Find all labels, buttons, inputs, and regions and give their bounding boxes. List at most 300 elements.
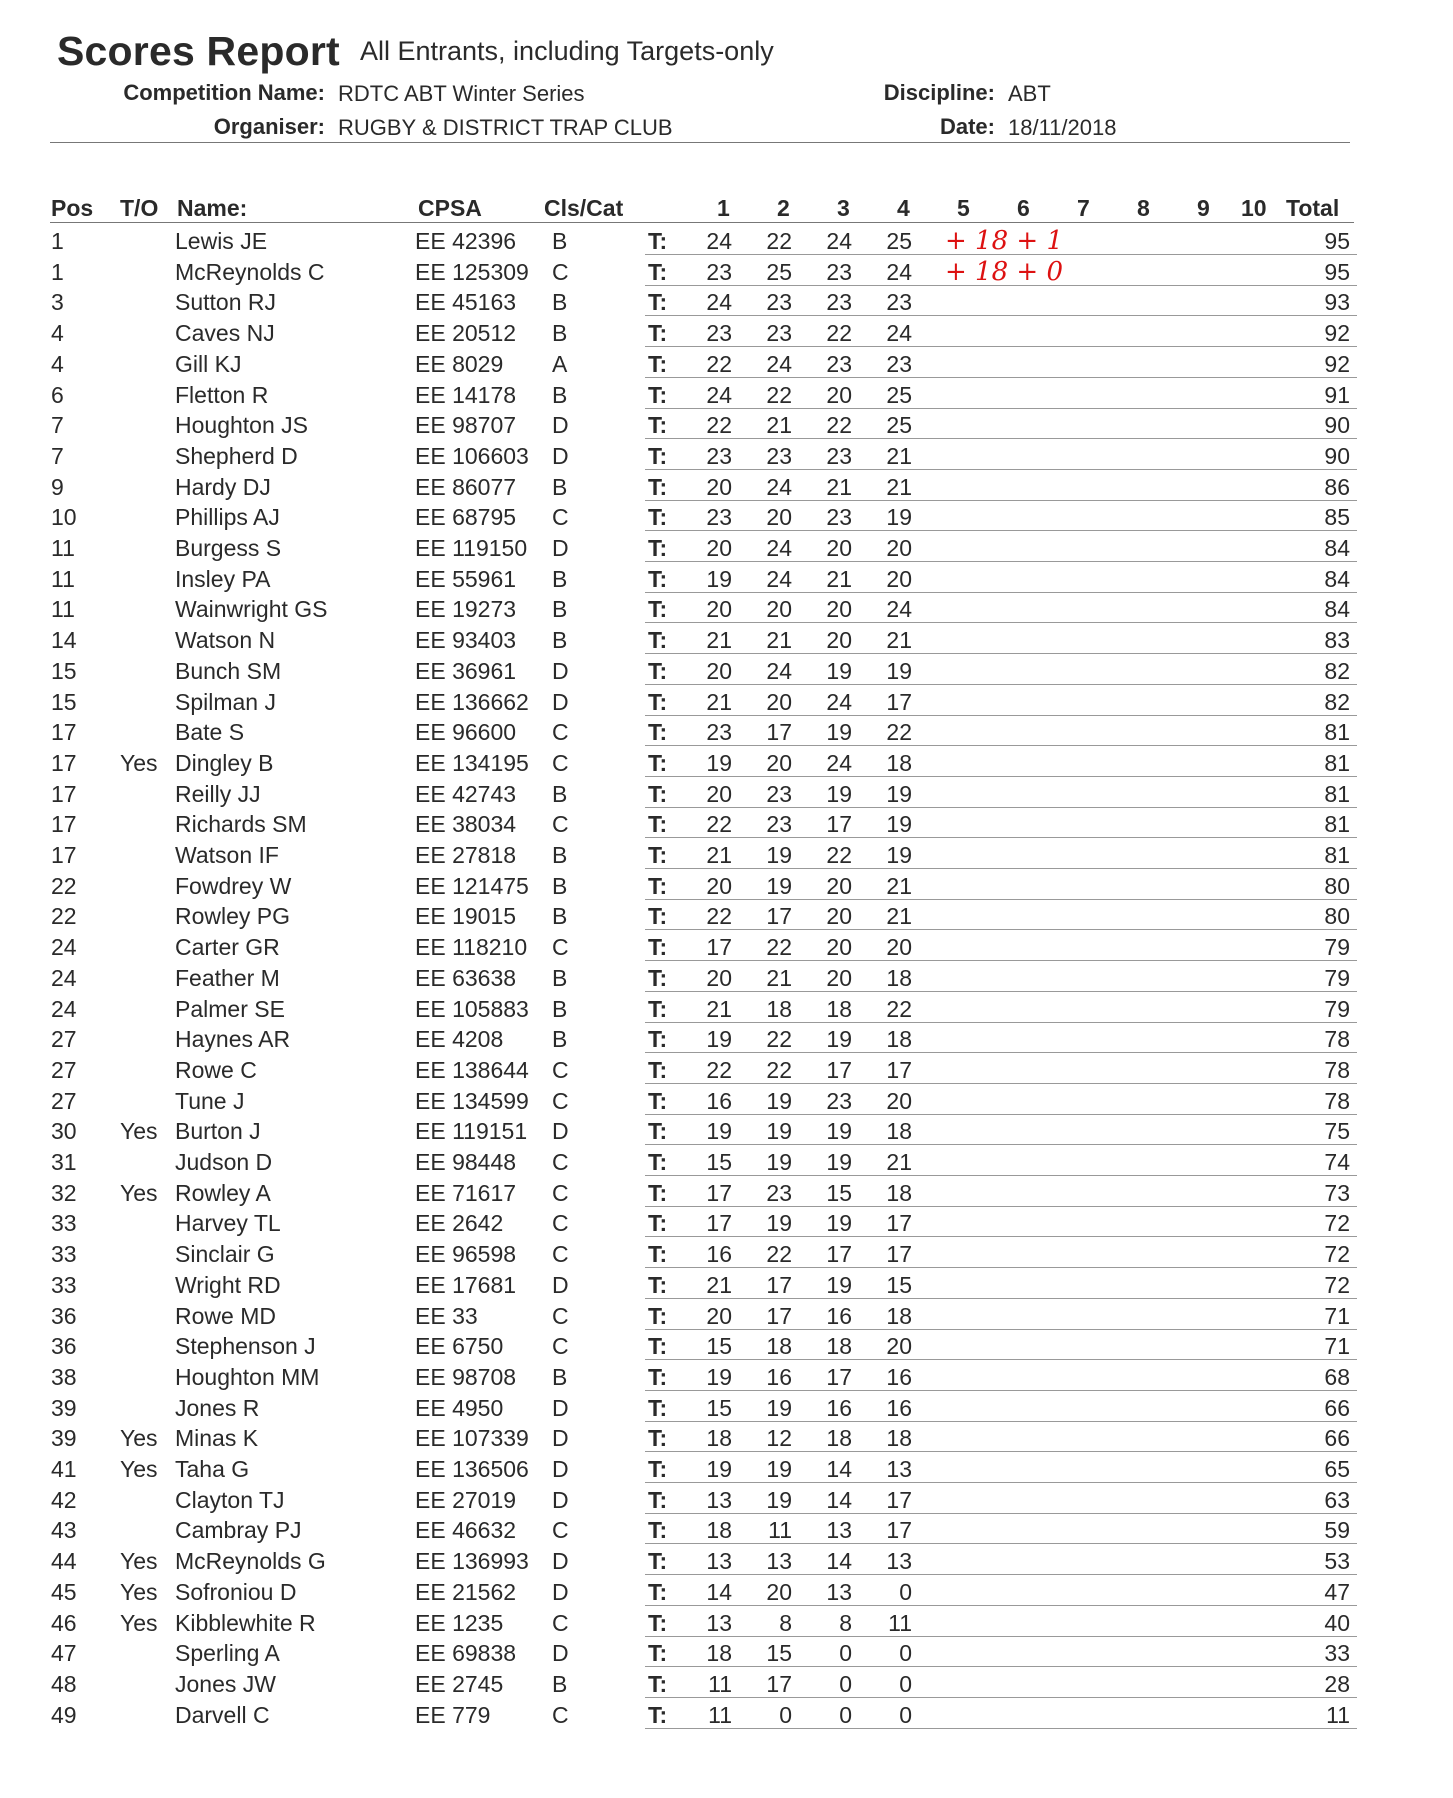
round3-score: 19 xyxy=(826,1026,852,1053)
total-cell: 81 xyxy=(1324,719,1350,746)
round1-score: 16 xyxy=(706,1241,732,1268)
name-cell: Rowley PG xyxy=(175,903,291,930)
pos-cell: 15 xyxy=(51,657,77,684)
total-cell: 83 xyxy=(1324,627,1350,654)
cpsa-cell: EE 17681 xyxy=(415,1271,517,1298)
name-cell: Wainwright GS xyxy=(175,596,328,623)
round4-score: 23 xyxy=(886,350,912,377)
targets-marker: T: xyxy=(648,1179,668,1206)
cls-cell: D xyxy=(552,657,569,684)
round3-score: 20 xyxy=(826,381,852,408)
round4-score: 17 xyxy=(886,1241,912,1268)
total-cell: 86 xyxy=(1324,473,1350,500)
round2-score: 21 xyxy=(766,627,792,654)
round1-score: 24 xyxy=(706,289,732,316)
table-row xyxy=(0,317,1453,348)
cpsa-cell: EE 6750 xyxy=(415,1333,504,1360)
pos-cell: 17 xyxy=(51,749,77,776)
cls-cell: C xyxy=(552,1701,569,1728)
round3-score: 20 xyxy=(826,934,852,961)
targets-marker: T: xyxy=(648,1210,668,1237)
cpsa-cell: EE 138644 xyxy=(415,1056,529,1083)
cpsa-cell: EE 20512 xyxy=(415,320,517,347)
cls-cell: B xyxy=(552,1670,568,1697)
col-round-8: 8 xyxy=(1137,195,1150,221)
round2-score: 22 xyxy=(766,1026,792,1053)
cls-cell: B xyxy=(552,627,568,654)
table-row xyxy=(0,1054,1453,1085)
name-cell: Burgess S xyxy=(175,535,282,561)
table-row xyxy=(0,1422,1453,1453)
targets-marker: T: xyxy=(648,1701,668,1728)
round3-score: 21 xyxy=(826,473,852,500)
row-divider xyxy=(645,1728,1357,1729)
total-cell: 78 xyxy=(1324,1056,1350,1083)
round1-score: 11 xyxy=(708,1701,732,1728)
table-row xyxy=(0,1699,1453,1730)
round1-score: 22 xyxy=(706,811,732,838)
table-row xyxy=(0,256,1453,287)
cpsa-cell: EE 21562 xyxy=(415,1578,517,1605)
round2-score: 17 xyxy=(766,903,792,930)
targets-marker: T: xyxy=(648,442,668,469)
total-cell: 74 xyxy=(1324,1149,1350,1175)
round2-score: 22 xyxy=(766,934,792,961)
total-cell: 78 xyxy=(1324,1026,1350,1053)
round4-score: 23 xyxy=(886,289,912,316)
round2-score: 24 xyxy=(766,535,792,561)
round2-score: 17 xyxy=(766,1302,792,1329)
table-row xyxy=(0,1023,1453,1054)
targets-marker: T: xyxy=(648,964,668,991)
targets-marker: T: xyxy=(648,1609,668,1636)
table-row xyxy=(0,1269,1453,1300)
round1-score: 20 xyxy=(706,1302,732,1329)
round4-score: 21 xyxy=(886,872,912,899)
table-row xyxy=(0,1207,1453,1238)
cpsa-cell: EE 134599 xyxy=(415,1087,529,1114)
total-cell: 92 xyxy=(1324,350,1350,377)
name-cell: Houghton MM xyxy=(175,1363,320,1390)
round1-score: 22 xyxy=(706,903,732,930)
round3-score: 19 xyxy=(826,1118,852,1145)
cpsa-cell: EE 105883 xyxy=(415,995,529,1022)
round4-score: 21 xyxy=(886,473,912,500)
round3-score: 19 xyxy=(826,657,852,684)
name-cell: Feather M xyxy=(175,964,280,991)
round1-score: 20 xyxy=(706,596,732,623)
cpsa-cell: EE 136662 xyxy=(415,688,529,715)
name-cell: Spilman J xyxy=(175,688,276,715)
round2-score: 11 xyxy=(768,1517,792,1544)
total-cell: 85 xyxy=(1324,504,1350,531)
total-cell: 78 xyxy=(1324,1087,1350,1114)
total-cell: 33 xyxy=(1324,1640,1350,1667)
round3-score: 23 xyxy=(826,289,852,316)
cls-cell: B xyxy=(552,1026,568,1053)
cls-cell: C xyxy=(552,934,569,961)
round1-score: 22 xyxy=(706,412,732,439)
name-cell: Kibblewhite R xyxy=(175,1609,316,1636)
round4-score: 15 xyxy=(886,1271,912,1298)
round3-score: 22 xyxy=(826,320,852,347)
name-cell: Harvey TL xyxy=(175,1210,281,1237)
round3-score: 20 xyxy=(826,964,852,991)
round4-score: 0 xyxy=(899,1701,912,1728)
cls-cell: C xyxy=(552,1087,569,1114)
round2-score: 19 xyxy=(766,1149,792,1175)
table-row xyxy=(0,1637,1453,1668)
cpsa-cell: EE 19273 xyxy=(415,596,517,623)
total-cell: 28 xyxy=(1324,1670,1350,1697)
total-cell: 95 xyxy=(1324,228,1350,254)
table-row xyxy=(0,563,1453,594)
round4-score: 20 xyxy=(886,535,912,561)
round2-score: 18 xyxy=(766,995,792,1022)
date-value: 18/11/2018 xyxy=(1008,115,1117,140)
col-round-10: 10 xyxy=(1241,195,1267,221)
cpsa-cell: EE 125309 xyxy=(415,258,529,285)
round2-score: 18 xyxy=(766,1333,792,1360)
total-cell: 81 xyxy=(1324,780,1350,807)
cpsa-cell: EE 27019 xyxy=(415,1486,517,1513)
organiser-label: Organiser: xyxy=(213,114,325,139)
total-cell: 84 xyxy=(1324,565,1350,592)
cls-cell: D xyxy=(552,1640,569,1667)
cls-cell: B xyxy=(552,565,568,592)
targets-marker: T: xyxy=(648,1241,668,1268)
round4-score: 21 xyxy=(886,903,912,930)
round2-score: 0 xyxy=(779,1701,792,1728)
round4-score: 25 xyxy=(886,412,912,439)
name-cell: Judson D xyxy=(175,1149,273,1175)
name-cell: Bunch SM xyxy=(175,657,282,684)
targets-marker: T: xyxy=(648,1363,668,1390)
cls-cell: D xyxy=(552,1486,569,1513)
pos-cell: 27 xyxy=(51,1087,77,1114)
cls-cell: B xyxy=(552,1363,568,1390)
round3-score: 18 xyxy=(826,1425,852,1452)
round1-score: 20 xyxy=(706,535,732,561)
round4-score: 18 xyxy=(886,1179,912,1206)
discipline-value: ABT xyxy=(1008,81,1051,106)
cls-cell: D xyxy=(552,1118,569,1145)
name-cell: Rowe MD xyxy=(175,1302,276,1329)
table-row xyxy=(0,501,1453,532)
name-cell: Dingley B xyxy=(175,749,274,776)
pos-cell: 42 xyxy=(51,1486,77,1513)
total-cell: 66 xyxy=(1324,1394,1350,1421)
round4-score: 13 xyxy=(886,1548,912,1575)
cls-cell: C xyxy=(552,1056,569,1083)
cpsa-cell: EE 98448 xyxy=(415,1149,517,1175)
round3-score: 18 xyxy=(826,1333,852,1360)
round1-score: 20 xyxy=(706,964,732,991)
pos-cell: 33 xyxy=(51,1271,77,1298)
name-cell: Richards SM xyxy=(175,811,307,838)
col-round-1: 1 xyxy=(717,195,730,221)
cpsa-cell: EE 27818 xyxy=(415,842,517,868)
name-cell: Stephenson J xyxy=(175,1333,316,1360)
name-cell: Insley PA xyxy=(175,565,271,592)
cls-cell: D xyxy=(552,1548,569,1575)
col-name: Name: xyxy=(177,195,248,221)
targets-marker: T: xyxy=(648,350,668,377)
targets-marker: T: xyxy=(648,1302,668,1329)
targets-marker: T: xyxy=(648,627,668,654)
round4-score: 16 xyxy=(886,1363,912,1390)
round3-score: 21 xyxy=(826,565,852,592)
round4-score: 18 xyxy=(886,749,912,776)
round2-score: 15 xyxy=(766,1640,792,1667)
round4-score: 20 xyxy=(886,1087,912,1114)
targets-marker: T: xyxy=(648,1149,668,1175)
targets-marker: T: xyxy=(648,1087,668,1114)
round4-score: 0 xyxy=(899,1640,912,1667)
table-row xyxy=(0,931,1453,962)
cls-cell: B xyxy=(552,381,568,408)
cls-cell: C xyxy=(552,1241,569,1268)
round1-score: 21 xyxy=(706,995,732,1022)
round1-score: 20 xyxy=(706,657,732,684)
round1-score: 24 xyxy=(706,381,732,408)
targets-marker: T: xyxy=(648,1333,668,1360)
col-round-9: 9 xyxy=(1197,195,1210,221)
round4-score: 20 xyxy=(886,565,912,592)
round1-score: 20 xyxy=(706,872,732,899)
round3-score: 19 xyxy=(826,1271,852,1298)
targets-marker: T: xyxy=(648,596,668,623)
round2-score: 19 xyxy=(766,1118,792,1145)
round4-score: 18 xyxy=(886,1026,912,1053)
total-cell: 40 xyxy=(1324,1609,1350,1636)
name-cell: McReynolds G xyxy=(175,1548,326,1575)
targets-marker: T: xyxy=(648,1271,668,1298)
round4-score: 18 xyxy=(886,1425,912,1452)
table-row xyxy=(0,1330,1453,1361)
cpsa-cell: EE 55961 xyxy=(415,565,517,592)
cls-cell: C xyxy=(552,504,569,531)
round3-score: 23 xyxy=(826,504,852,531)
cls-cell: B xyxy=(552,995,568,1022)
round1-score: 24 xyxy=(706,228,732,254)
cls-cell: C xyxy=(552,1179,569,1206)
table-row xyxy=(0,286,1453,317)
round2-score: 19 xyxy=(766,1456,792,1482)
round1-score: 20 xyxy=(706,473,732,500)
organiser-value: RUGBY & DISTRICT TRAP CLUB xyxy=(338,115,673,140)
table-row xyxy=(0,839,1453,870)
pos-cell: 15 xyxy=(51,688,77,715)
pos-cell: 27 xyxy=(51,1026,77,1053)
round4-score: 11 xyxy=(888,1609,912,1636)
cls-cell: B xyxy=(552,780,568,807)
round4-score: 17 xyxy=(886,688,912,715)
round3-score: 20 xyxy=(826,627,852,654)
total-cell: 79 xyxy=(1324,964,1350,991)
round2-score: 23 xyxy=(766,289,792,316)
name-cell: McReynolds C xyxy=(175,258,325,285)
round1-score: 15 xyxy=(706,1333,732,1360)
round1-score: 21 xyxy=(706,688,732,715)
round2-score: 12 xyxy=(766,1425,792,1452)
col-total: Total xyxy=(1286,195,1340,221)
handwritten-note-row1: + 18 + 1 xyxy=(945,226,1063,256)
round2-score: 22 xyxy=(766,228,792,254)
targets-marker: T: xyxy=(648,473,668,500)
targets-marker: T: xyxy=(648,1056,668,1083)
round3-score: 19 xyxy=(826,1210,852,1237)
targets-marker: T: xyxy=(648,1578,668,1605)
cpsa-cell: EE 68795 xyxy=(415,504,517,531)
table-row xyxy=(0,1484,1453,1515)
cpsa-cell: EE 96600 xyxy=(415,719,517,746)
pos-cell: 9 xyxy=(51,473,64,500)
header-divider xyxy=(50,142,1350,143)
round4-score: 19 xyxy=(886,657,912,684)
column-header-divider xyxy=(50,222,1354,223)
table-row xyxy=(0,593,1453,624)
table-row xyxy=(0,778,1453,809)
cls-cell: C xyxy=(552,1517,569,1544)
cls-cell: B xyxy=(552,320,568,347)
col-pos: Pos xyxy=(51,195,94,221)
round3-score: 16 xyxy=(826,1302,852,1329)
to-cell: Yes xyxy=(120,1456,158,1482)
discipline-label: Discipline: xyxy=(883,80,995,105)
total-cell: 90 xyxy=(1324,412,1350,439)
table-row xyxy=(0,624,1453,655)
cpsa-cell: EE 8029 xyxy=(415,350,504,377)
pos-cell: 33 xyxy=(51,1210,77,1237)
table-row xyxy=(0,1545,1453,1576)
targets-marker: T: xyxy=(648,1486,668,1513)
table-row xyxy=(0,348,1453,379)
col-round-7: 7 xyxy=(1077,195,1090,221)
round1-score: 23 xyxy=(706,320,732,347)
name-cell: Rowe C xyxy=(175,1056,257,1083)
cpsa-cell: EE 136506 xyxy=(415,1456,529,1482)
name-cell: Burton J xyxy=(175,1118,261,1145)
cls-cell: D xyxy=(552,1456,569,1482)
round3-score: 17 xyxy=(826,1363,852,1390)
round4-score: 21 xyxy=(886,627,912,654)
round2-score: 20 xyxy=(766,1578,792,1605)
cpsa-cell: EE 2642 xyxy=(415,1210,504,1237)
total-cell: 81 xyxy=(1324,811,1350,838)
cpsa-cell: EE 118210 xyxy=(415,934,528,961)
cpsa-cell: EE 96598 xyxy=(415,1241,517,1268)
total-cell: 84 xyxy=(1324,596,1350,623)
name-cell: Sofroniou D xyxy=(175,1578,297,1605)
col-round-6: 6 xyxy=(1017,195,1030,221)
round1-score: 23 xyxy=(706,442,732,469)
pos-cell: 43 xyxy=(51,1517,77,1544)
targets-marker: T: xyxy=(648,719,668,746)
total-cell: 92 xyxy=(1324,320,1350,347)
total-cell: 47 xyxy=(1324,1578,1350,1605)
name-cell: Wright RD xyxy=(175,1271,281,1298)
round2-score: 24 xyxy=(766,473,792,500)
round2-score: 22 xyxy=(766,1056,792,1083)
round4-score: 20 xyxy=(886,1333,912,1360)
total-cell: 93 xyxy=(1324,289,1350,316)
handwritten-note-row2: + 18 + 0 xyxy=(945,257,1063,287)
round4-score: 16 xyxy=(886,1394,912,1421)
round2-score: 25 xyxy=(766,258,792,285)
cls-cell: C xyxy=(552,1302,569,1329)
table-row xyxy=(0,379,1453,410)
cls-cell: C xyxy=(552,1149,569,1175)
round3-score: 13 xyxy=(826,1517,852,1544)
targets-marker: T: xyxy=(648,535,668,561)
col-to: T/O xyxy=(120,195,159,221)
pos-cell: 30 xyxy=(51,1118,77,1145)
round2-score: 16 xyxy=(766,1363,792,1390)
table-row xyxy=(0,1238,1453,1269)
round2-score: 19 xyxy=(766,842,792,868)
pos-cell: 3 xyxy=(51,289,64,316)
pos-cell: 39 xyxy=(51,1394,77,1421)
targets-marker: T: xyxy=(648,320,668,347)
targets-marker: T: xyxy=(648,1640,668,1667)
table-row xyxy=(0,962,1453,993)
round2-score: 19 xyxy=(766,1394,792,1421)
round4-score: 24 xyxy=(886,596,912,623)
round2-score: 17 xyxy=(766,1670,792,1697)
name-cell: Caves NJ xyxy=(175,320,275,347)
total-cell: 53 xyxy=(1324,1548,1350,1575)
round3-score: 17 xyxy=(826,811,852,838)
table-row xyxy=(0,532,1453,563)
table-row xyxy=(0,1668,1453,1699)
targets-marker: T: xyxy=(648,811,668,838)
pos-cell: 14 xyxy=(51,627,77,654)
pos-cell: 22 xyxy=(51,903,77,930)
round2-score: 19 xyxy=(766,1087,792,1114)
round4-score: 19 xyxy=(886,504,912,531)
targets-marker: T: xyxy=(648,1026,668,1053)
total-cell: 73 xyxy=(1324,1179,1350,1206)
cpsa-cell: EE 46632 xyxy=(415,1517,517,1544)
pos-cell: 7 xyxy=(51,442,64,469)
pos-cell: 44 xyxy=(51,1548,77,1575)
round4-score: 17 xyxy=(886,1486,912,1513)
round1-score: 22 xyxy=(706,350,732,377)
round3-score: 8 xyxy=(839,1609,852,1636)
targets-marker: T: xyxy=(648,1517,668,1544)
pos-cell: 46 xyxy=(51,1609,77,1636)
pos-cell: 36 xyxy=(51,1333,77,1360)
table-row xyxy=(0,808,1453,839)
competition-label: Competition Name: xyxy=(123,80,325,105)
pos-cell: 17 xyxy=(51,780,77,807)
cpsa-cell: EE 121475 xyxy=(415,872,529,899)
name-cell: Sutton RJ xyxy=(175,289,276,316)
round1-score: 23 xyxy=(706,504,732,531)
round1-score: 13 xyxy=(706,1609,732,1636)
pos-cell: 41 xyxy=(51,1456,77,1482)
total-cell: 80 xyxy=(1324,903,1350,930)
round1-score: 15 xyxy=(706,1394,732,1421)
round4-score: 22 xyxy=(886,995,912,1022)
pos-cell: 45 xyxy=(51,1578,77,1605)
round3-score: 14 xyxy=(826,1456,852,1482)
cpsa-cell: EE 136993 xyxy=(415,1548,529,1575)
table-row xyxy=(0,1085,1453,1116)
round4-score: 24 xyxy=(886,320,912,347)
name-cell: Fowdrey W xyxy=(175,872,292,899)
